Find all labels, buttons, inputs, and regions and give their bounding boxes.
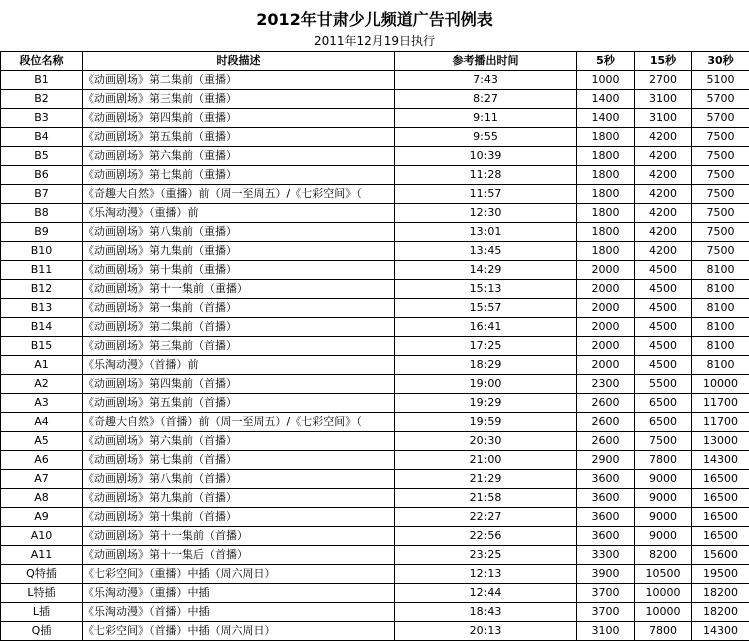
price-30s-cell: 5700: [692, 109, 749, 128]
slot-name-cell: Q特插: [1, 565, 83, 584]
price-30s-cell: 18200: [692, 603, 749, 622]
slot-name-cell: A9: [1, 508, 83, 527]
price-30s-cell: 11700: [692, 413, 749, 432]
air-time-cell: 19:00: [395, 375, 577, 394]
header-price-5s: 5秒: [577, 52, 635, 71]
table-row: [1, 546, 749, 565]
price-30s-cell: 16500: [692, 527, 749, 546]
page-title: 2012年甘肃少儿频道广告刊例表: [256, 10, 493, 29]
air-time-cell: 12:30: [395, 204, 577, 223]
table-row: [1, 109, 749, 128]
price-5s-cell: 1800: [577, 204, 635, 223]
air-time-cell: 20:13: [395, 622, 577, 641]
price-5s-cell: 3700: [577, 584, 635, 603]
price-15s-cell: 4200: [635, 242, 692, 261]
price-30s-cell: 10000: [692, 375, 749, 394]
price-5s-cell: 3600: [577, 508, 635, 527]
table-row: [1, 489, 749, 508]
slot-description-cell: 《动画剧场》第四集前（重播）: [83, 109, 395, 128]
price-15s-cell: 10000: [635, 603, 692, 622]
price-5s-cell: 2000: [577, 299, 635, 318]
price-30s-cell: 5100: [692, 71, 749, 90]
slot-description-cell: 《动画剧场》第六集前（首播）: [83, 432, 395, 451]
price-30s-cell: 13000: [692, 432, 749, 451]
price-15s-cell: 4500: [635, 299, 692, 318]
price-15s-cell: 4200: [635, 185, 692, 204]
price-30s-cell: 7500: [692, 128, 749, 147]
table-row: [1, 603, 749, 622]
slot-name-cell: Q插: [1, 622, 83, 641]
price-15s-cell: 4200: [635, 147, 692, 166]
price-30s-cell: 11700: [692, 394, 749, 413]
air-time-cell: 23:25: [395, 546, 577, 565]
table-row: [1, 261, 749, 280]
slot-name-cell: B2: [1, 90, 83, 109]
slot-name-cell: B14: [1, 318, 83, 337]
price-5s-cell: 1800: [577, 223, 635, 242]
slot-name-cell: B6: [1, 166, 83, 185]
price-15s-cell: 6500: [635, 413, 692, 432]
slot-name-cell: B3: [1, 109, 83, 128]
air-time-cell: 9:11: [395, 109, 577, 128]
price-5s-cell: 3600: [577, 470, 635, 489]
table-row: [1, 584, 749, 603]
price-15s-cell: 4500: [635, 356, 692, 375]
table-row: [1, 204, 749, 223]
price-5s-cell: 1800: [577, 128, 635, 147]
air-time-cell: 12:44: [395, 584, 577, 603]
price-30s-cell: 14300: [692, 451, 749, 470]
table-row: [1, 413, 749, 432]
price-30s-cell: 16500: [692, 508, 749, 527]
price-5s-cell: 3900: [577, 565, 635, 584]
slot-name-cell: A11: [1, 546, 83, 565]
table-row: [1, 508, 749, 527]
price-5s-cell: 1800: [577, 242, 635, 261]
air-time-cell: 18:43: [395, 603, 577, 622]
price-30s-cell: 8100: [692, 299, 749, 318]
price-5s-cell: 3700: [577, 603, 635, 622]
slot-description-cell: 《乐淘动漫》（首播）中插: [83, 603, 395, 622]
slot-name-cell: A7: [1, 470, 83, 489]
air-time-cell: 17:25: [395, 337, 577, 356]
table-row: [1, 622, 749, 641]
price-5s-cell: 3300: [577, 546, 635, 565]
price-15s-cell: 10000: [635, 584, 692, 603]
air-time-cell: 14:29: [395, 261, 577, 280]
price-15s-cell: 7800: [635, 451, 692, 470]
price-5s-cell: 1400: [577, 90, 635, 109]
slot-name-cell: B7: [1, 185, 83, 204]
slot-name-cell: B8: [1, 204, 83, 223]
slot-description-cell: 《动画剧场》第十集前（重播）: [83, 261, 395, 280]
slot-name-cell: B11: [1, 261, 83, 280]
price-15s-cell: 4200: [635, 204, 692, 223]
slot-name-cell: B9: [1, 223, 83, 242]
price-5s-cell: 2900: [577, 451, 635, 470]
price-15s-cell: 10500: [635, 565, 692, 584]
table-row: [1, 527, 749, 546]
price-15s-cell: 7800: [635, 622, 692, 641]
slot-description-cell: 《七彩空间》（首播）中插（周六周日）: [83, 622, 395, 641]
price-5s-cell: 2000: [577, 337, 635, 356]
slot-description-cell: 《动画剧场》第十一集后（首播）: [83, 546, 395, 565]
price-15s-cell: 5500: [635, 375, 692, 394]
price-30s-cell: 16500: [692, 489, 749, 508]
header-air-time: 参考播出时间: [395, 52, 577, 71]
price-30s-cell: 8100: [692, 261, 749, 280]
price-15s-cell: 3100: [635, 90, 692, 109]
header-slot-description: 时段描述: [83, 52, 395, 71]
price-15s-cell: 2700: [635, 71, 692, 90]
slot-name-cell: B1: [1, 71, 83, 90]
air-time-cell: 15:57: [395, 299, 577, 318]
table-row: [1, 356, 749, 375]
price-5s-cell: 3600: [577, 489, 635, 508]
air-time-cell: 9:55: [395, 128, 577, 147]
air-time-cell: 15:13: [395, 280, 577, 299]
slot-name-cell: A8: [1, 489, 83, 508]
air-time-cell: 13:45: [395, 242, 577, 261]
table-row: [1, 337, 749, 356]
table-row: [1, 318, 749, 337]
slot-description-cell: 《乐淘动漫》（重播）中插: [83, 584, 395, 603]
air-time-cell: 10:39: [395, 147, 577, 166]
slot-name-cell: B4: [1, 128, 83, 147]
price-15s-cell: 6500: [635, 394, 692, 413]
price-5s-cell: 1000: [577, 71, 635, 90]
slot-name-cell: B5: [1, 147, 83, 166]
table-row: [1, 375, 749, 394]
slot-name-cell: L插: [1, 603, 83, 622]
header-slot-name: 段位名称: [1, 52, 83, 71]
price-15s-cell: 8200: [635, 546, 692, 565]
slot-name-cell: A1: [1, 356, 83, 375]
air-time-cell: 12:13: [395, 565, 577, 584]
price-15s-cell: 4500: [635, 261, 692, 280]
slot-name-cell: A4: [1, 413, 83, 432]
air-time-cell: 22:27: [395, 508, 577, 527]
price-15s-cell: 3100: [635, 109, 692, 128]
table-body: [1, 71, 749, 641]
rate-table: [0, 51, 749, 641]
table-row: [1, 242, 749, 261]
slot-description-cell: 《动画剧场》第二集前（首播）: [83, 318, 395, 337]
price-30s-cell: 7500: [692, 204, 749, 223]
air-time-cell: 19:59: [395, 413, 577, 432]
price-15s-cell: 4200: [635, 223, 692, 242]
air-time-cell: 11:28: [395, 166, 577, 185]
slot-description-cell: 《动画剧场》第十集前（首播）: [83, 508, 395, 527]
price-5s-cell: 2000: [577, 261, 635, 280]
price-5s-cell: 1400: [577, 109, 635, 128]
price-15s-cell: 4200: [635, 166, 692, 185]
slot-description-cell: 《动画剧场》第八集前（首播）: [83, 470, 395, 489]
air-time-cell: 19:29: [395, 394, 577, 413]
price-15s-cell: 9000: [635, 470, 692, 489]
table-row: [1, 185, 749, 204]
table-row: [1, 451, 749, 470]
price-30s-cell: 7500: [692, 166, 749, 185]
slot-name-cell: L特插: [1, 584, 83, 603]
air-time-cell: 18:29: [395, 356, 577, 375]
table-row: [1, 394, 749, 413]
effective-date: 2011年12月19日执行: [313, 34, 436, 48]
table-row: [1, 147, 749, 166]
price-15s-cell: 9000: [635, 508, 692, 527]
slot-name-cell: A3: [1, 394, 83, 413]
slot-description-cell: 《动画剧场》第十一集前（重播）: [83, 280, 395, 299]
slot-description-cell: 《动画剧场》第九集前（首播）: [83, 489, 395, 508]
air-time-cell: 22:56: [395, 527, 577, 546]
price-15s-cell: 9000: [635, 489, 692, 508]
price-30s-cell: 7500: [692, 242, 749, 261]
table-row: [1, 432, 749, 451]
slot-description-cell: 《动画剧场》第三集前（首播）: [83, 337, 395, 356]
slot-description-cell: 《动画剧场》第四集前（首播）: [83, 375, 395, 394]
slot-description-cell: 《动画剧场》第三集前（重播）: [83, 90, 395, 109]
air-time-cell: 11:57: [395, 185, 577, 204]
slot-description-cell: 《动画剧场》第九集前（重播）: [83, 242, 395, 261]
price-30s-cell: 8100: [692, 280, 749, 299]
table-header-row: [1, 52, 749, 71]
price-30s-cell: 7500: [692, 223, 749, 242]
table-row: [1, 223, 749, 242]
slot-description-cell: 《动画剧场》第二集前（重播）: [83, 71, 395, 90]
slot-name-cell: A6: [1, 451, 83, 470]
header-price-30s: 30秒: [692, 52, 749, 71]
slot-description-cell: 《动画剧场》第五集前（首播）: [83, 394, 395, 413]
slot-description-cell: 《奇趣大自然》（首播）前（周一至周五）/《七彩空间》（: [83, 413, 395, 432]
slot-description-cell: 《动画剧场》第七集前（首播）: [83, 451, 395, 470]
price-5s-cell: 1800: [577, 185, 635, 204]
slot-description-cell: 《动画剧场》第一集前（首播）: [83, 299, 395, 318]
price-5s-cell: 3100: [577, 622, 635, 641]
slot-description-cell: 《乐淘动漫》（首播）前: [83, 356, 395, 375]
air-time-cell: 8:27: [395, 90, 577, 109]
slot-name-cell: B13: [1, 299, 83, 318]
price-5s-cell: 2600: [577, 432, 635, 451]
air-time-cell: 13:01: [395, 223, 577, 242]
slot-description-cell: 《动画剧场》第十一集前（首播）: [83, 527, 395, 546]
header-price-15s: 15秒: [635, 52, 692, 71]
slot-name-cell: A10: [1, 527, 83, 546]
price-15s-cell: 4500: [635, 318, 692, 337]
price-5s-cell: 2300: [577, 375, 635, 394]
slot-description-cell: 《动画剧场》第七集前（重播）: [83, 166, 395, 185]
price-5s-cell: 2000: [577, 356, 635, 375]
table-row: [1, 90, 749, 109]
price-15s-cell: 7500: [635, 432, 692, 451]
table-row: [1, 470, 749, 489]
price-15s-cell: 4200: [635, 128, 692, 147]
price-30s-cell: 16500: [692, 470, 749, 489]
slot-description-cell: 《七彩空间》（重播）中插（周六周日）: [83, 565, 395, 584]
slot-description-cell: 《动画剧场》第五集前（重播）: [83, 128, 395, 147]
price-30s-cell: 5700: [692, 90, 749, 109]
table-row: [1, 128, 749, 147]
price-30s-cell: 14300: [692, 622, 749, 641]
air-time-cell: 20:30: [395, 432, 577, 451]
slot-name-cell: B12: [1, 280, 83, 299]
price-15s-cell: 9000: [635, 527, 692, 546]
slot-name-cell: B10: [1, 242, 83, 261]
air-time-cell: 16:41: [395, 318, 577, 337]
price-15s-cell: 4500: [635, 337, 692, 356]
air-time-cell: 21:00: [395, 451, 577, 470]
price-30s-cell: 15600: [692, 546, 749, 565]
price-5s-cell: 3600: [577, 527, 635, 546]
price-5s-cell: 2000: [577, 280, 635, 299]
price-30s-cell: 19500: [692, 565, 749, 584]
air-time-cell: 21:29: [395, 470, 577, 489]
air-time-cell: 7:43: [395, 71, 577, 90]
table-row: [1, 166, 749, 185]
price-5s-cell: 2600: [577, 394, 635, 413]
price-30s-cell: 7500: [692, 185, 749, 204]
table-row: [1, 565, 749, 584]
table-row: [1, 299, 749, 318]
price-5s-cell: 2000: [577, 318, 635, 337]
price-30s-cell: 8100: [692, 318, 749, 337]
slot-name-cell: A2: [1, 375, 83, 394]
slot-name-cell: B15: [1, 337, 83, 356]
slot-description-cell: 《奇趣大自然》（重播）前（周一至周五）/《七彩空间》（: [83, 185, 395, 204]
slot-description-cell: 《动画剧场》第六集前（重播）: [83, 147, 395, 166]
price-5s-cell: 2600: [577, 413, 635, 432]
air-time-cell: 21:58: [395, 489, 577, 508]
slot-name-cell: A5: [1, 432, 83, 451]
table-row: [1, 71, 749, 90]
price-5s-cell: 1800: [577, 147, 635, 166]
price-30s-cell: 8100: [692, 356, 749, 375]
slot-description-cell: 《动画剧场》第八集前（重播）: [83, 223, 395, 242]
slot-description-cell: 《乐淘动漫》（重播）前: [83, 204, 395, 223]
price-5s-cell: 1800: [577, 166, 635, 185]
price-15s-cell: 4500: [635, 280, 692, 299]
price-30s-cell: 18200: [692, 584, 749, 603]
price-30s-cell: 8100: [692, 337, 749, 356]
price-30s-cell: 7500: [692, 147, 749, 166]
table-row: [1, 280, 749, 299]
